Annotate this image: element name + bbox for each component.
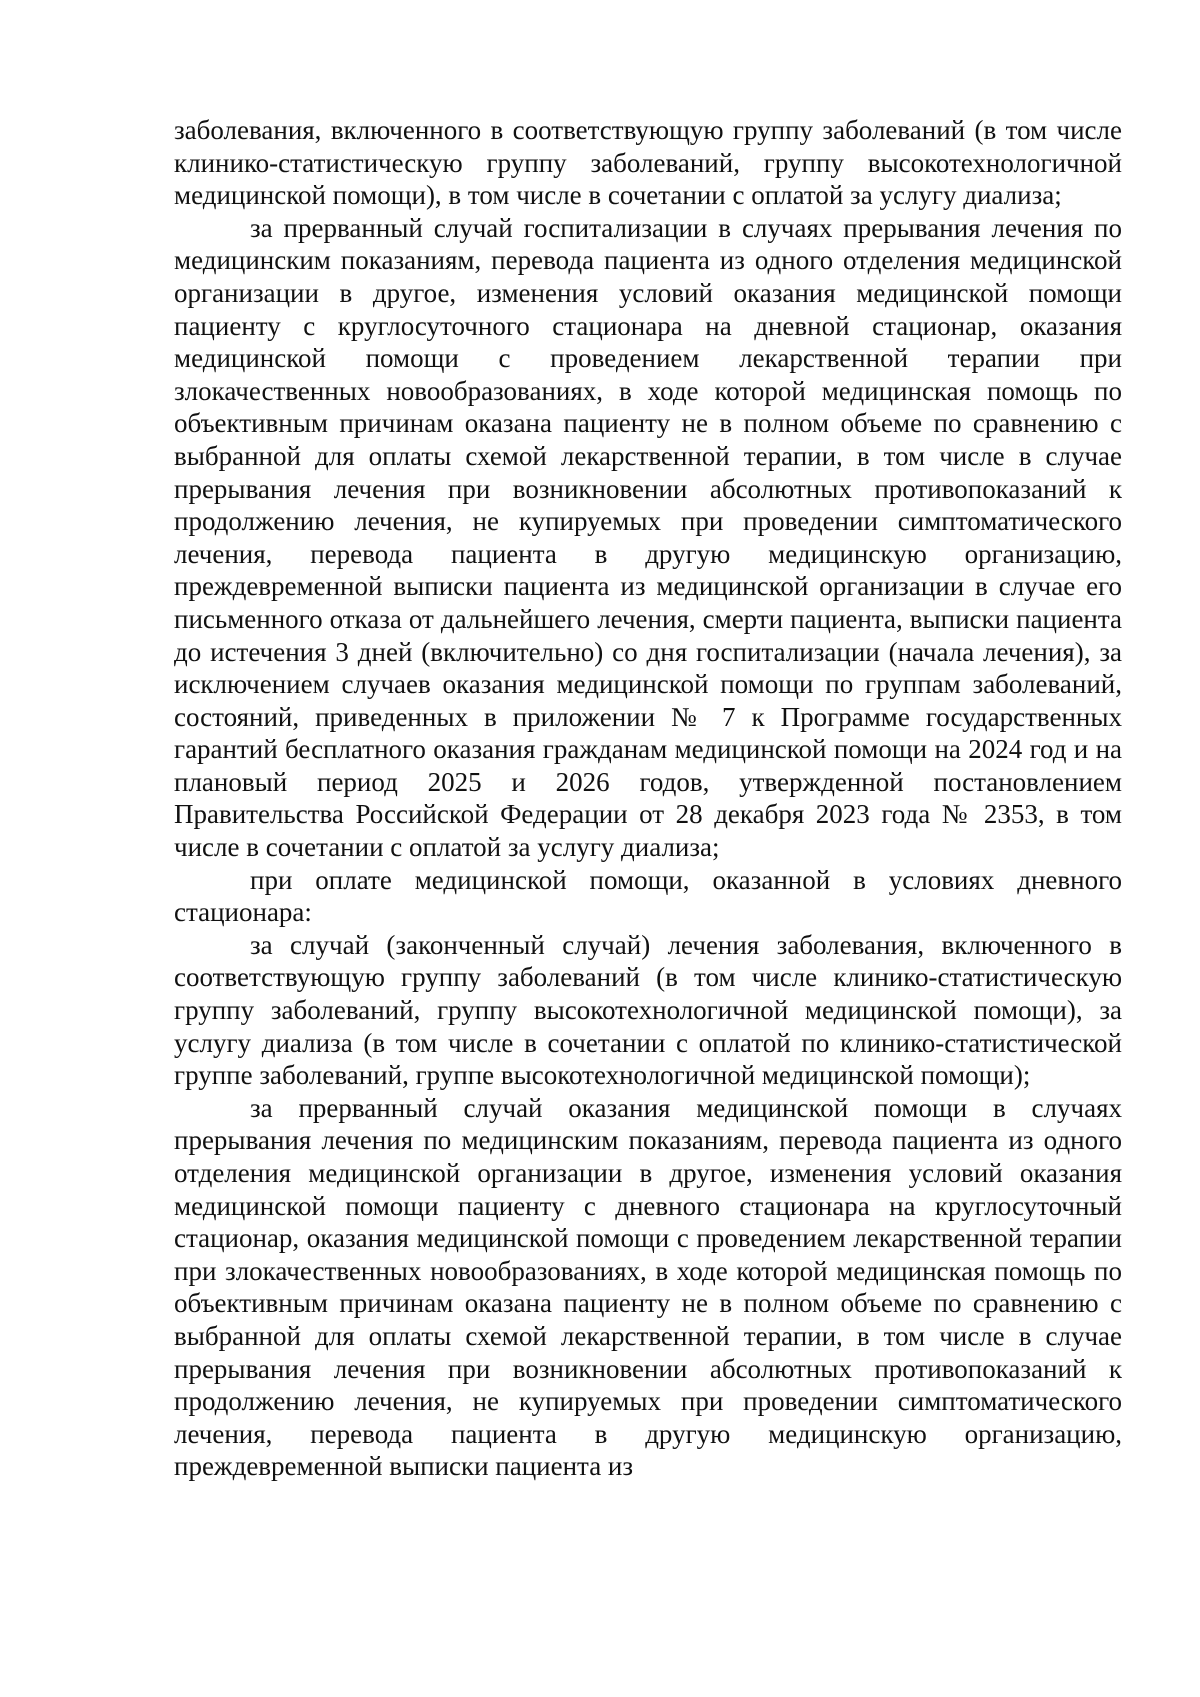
paragraph-day-hospital-payment: при оплате медицинской помощи, оказанной в условиях дневного стационара: [174, 864, 1122, 928]
paragraph-continuation: заболевания, включенного в соответствующую группу заболеваний (в том числе клинико-статистическую группу заболеваний, группу высокотехнологичной медицинской помощи), в том числе в сочетании с оплатой за услугу диализа; [174, 115, 1122, 211]
document-page [174, 114, 1122, 1483]
paragraph-interrupted-hospitalization: за прерванный случай госпитализации в случаях прерывания лечения по медицинским показаниям, перевода пациента из одного отделения медицинской организации в другое, изменения условий оказания медицинской помощи пациенту с круглосуточного стационара на дневной стационар, оказания медицинской помощи с проведением лекарственной терапии при злокачественных новообразованиях, в ходе которой медицинская помощь по объективным причинам оказана пациенту не в полном объеме по сравнению с выбранной для оплаты схемой лекарственной терапии, в том числе в случае прерывания лечения при возникновении абсолютных противопоказаний к продолжению лечения, не купируемых при проведении симптоматического лечения, перевода пациента в другую медицинскую организацию, преждевременной выписки пациента из медицинской организации в случае его письменного отказа от дальнейшего лечения, смерти пациента, выписки пациента до истечения 3 дней (включительно) со дня госпитализации (начала лечения), за исключением случаев оказания медицинской помощи по группам заболеваний, состояний, приведенных в приложении № 7 к Программе государственных гарантий бесплатного оказания гражданам медицинской помощи на 2024 год и на плановый период 2025 и 2026 годов, утвержденной постановлением Правительства Российской Федерации от 28 декабря 2023 года № 2353, в том числе в сочетании с оплатой за услугу диализа; [174, 212, 1122, 863]
paragraph-completed-case: за случай (законченный случай) лечения заболевания, включенного в соответствующую группу заболеваний (в том числе клинико-статистическую группу заболеваний, группу высокотехнологичной медицинской помощи), за услугу диализа (в том числе в сочетании с оплатой по клинико-статистической группе заболеваний, группе высокотехнологичной медицинской помощи); [174, 929, 1122, 1091]
paragraph-interrupted-care: за прерванный случай оказания медицинской помощи в случаях прерывания лечения по медицинским показаниям, перевода пациента из одного отделения медицинской организации в другое, изменения условий оказания медицинской помощи пациенту с дневного стационара на круглосуточный стационар, оказания медицинской помощи с проведением лекарственной терапии при злокачественных новообразованиях, в ходе которой медицинская помощь по объективным причинам оказана пациенту не в полном объеме по сравнению с выбранной для оплаты схемой лекарственной терапии, в том числе в случае прерывания лечения при возникновении абсолютных противопоказаний к продолжению лечения, не купируемых при проведении симптоматического лечения, перевода пациента в другую медицинскую организацию, преждевременной выписки пациента из [174, 1092, 1122, 1482]
